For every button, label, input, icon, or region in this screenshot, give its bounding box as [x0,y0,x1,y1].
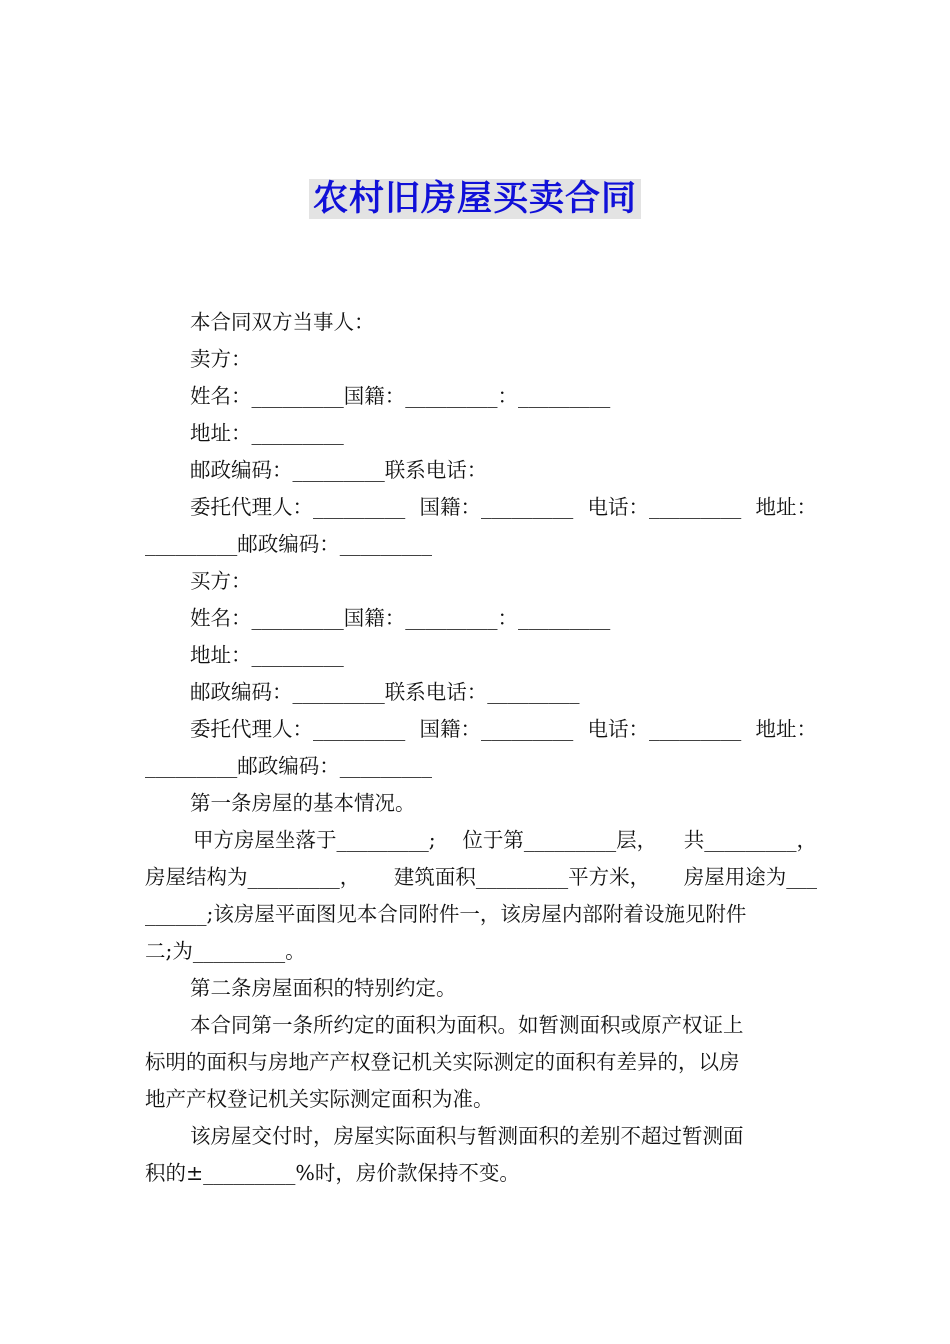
buyer-name-line: 姓名：_________国籍：_________：_________ [190,606,611,630]
article-2-para2-line-1: 该房屋交付时，房屋实际面积与暂测面积的差别不超过暂测面 [190,1124,744,1148]
buyer-heading: 买方： [190,569,252,593]
buyer-agent-line [145,711,817,748]
article-2-para2-line-2: 积的±_________%时，房价款保持不变。 [145,1161,520,1185]
location-field: 甲方房屋坐落于_________; [193,828,436,852]
article-2-para-line-2: 标明的面积与房地产产权登记机关实际测定的面积有差异的，以房 [145,1050,740,1074]
buyer-agent-field: 委托代理人：_________ [190,717,406,741]
seller-name-line: 姓名：_________国籍：_________：_________ [190,384,611,408]
usage-field: 房屋用途为___ [683,865,817,889]
buyer-postal-line: 邮政编码：_________联系电话：_________ [190,680,580,704]
seller-postal-line: 邮政编码：_________联系电话： [190,458,488,482]
parties-intro: 本合同双方当事人： [190,310,375,334]
article-1-last-line: 二;为_________。 [145,939,306,963]
buyer-agent-address: 地址： [755,717,817,741]
buyer-agent-postal-line: _________邮政编码：_________ [145,754,432,778]
seller-agent-nationality: 国籍：_________ [419,495,574,519]
buyer-agent-phone: 电话：_________ [587,717,742,741]
seller-agent-postal-line: _________邮政编码：_________ [145,532,432,556]
seller-agent-phone: 电话：_________ [587,495,742,519]
total-floors-field: 共_________， [683,828,817,852]
seller-agent-address: 地址： [755,495,817,519]
area-field: 建筑面积_________平方米， [393,865,651,889]
seller-address-line: 地址：_________ [190,421,344,445]
contract-body [145,304,817,1192]
buyer-address-line: 地址：_________ [190,643,344,667]
buyer-agent-nationality: 国籍：_________ [419,717,574,741]
article-2-heading: 第二条房屋面积的特别约定。 [190,976,457,1000]
seller-agent-line [145,489,817,526]
article-1-location-line [145,822,817,859]
article-1-attachment-line: ______;该房屋平面图见本合同附件一，该房屋内部附着设施见附件 [145,902,747,926]
article-1-structure-line [145,859,817,896]
structure-field: 房屋结构为_________， [145,865,361,889]
page-title [0,176,950,222]
seller-agent-field: 委托代理人：_________ [190,495,406,519]
page-title-text: 农村旧房屋买卖合同 [309,179,641,219]
article-2-para-line-3: 地产产权登记机关实际测定面积为准。 [145,1087,494,1111]
article-2-para-line-1: 本合同第一条所约定的面积为面积。如暂测面积或原产权证上 [190,1013,744,1037]
seller-heading: 卖方： [190,347,252,371]
article-1-heading: 第一条房屋的基本情况。 [190,791,416,815]
floor-field: 位于第_________层， [462,828,658,852]
